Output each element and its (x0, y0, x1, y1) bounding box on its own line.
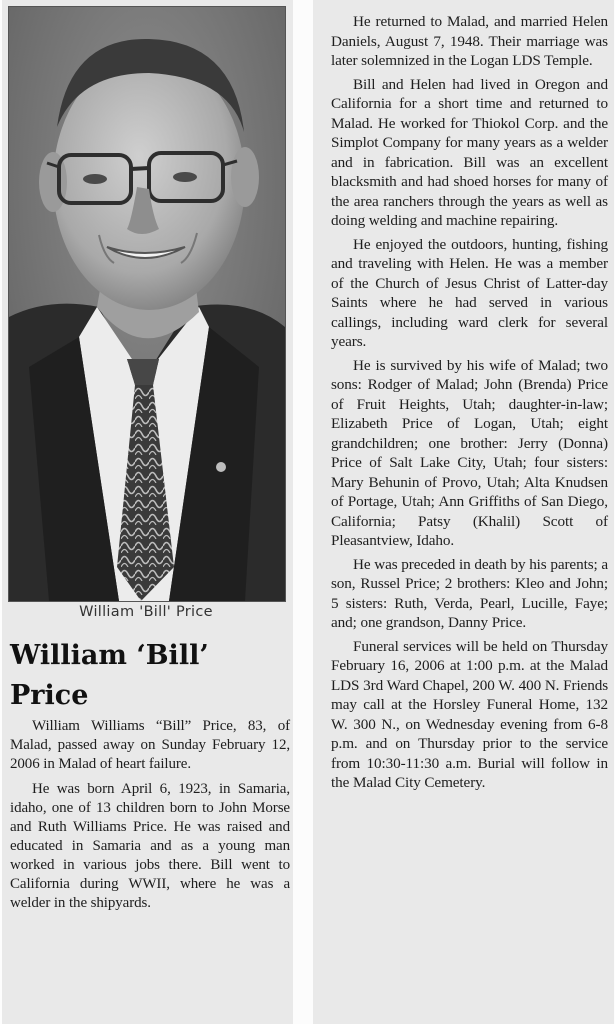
right-column (313, 0, 614, 1024)
portrait-photo (8, 6, 286, 602)
paragraph-career: Bill and Helen had lived in Oregon and California for a short time and returned to Malad. He worked for Thiokol Corp. and the Simplot Company for many years as a welder and in fabrication. Bill was an excellent blacksmith and had shoed horses for many of the area ranchers through the years as well as doing welding and machine repairing. (331, 75, 608, 229)
column-gutter (293, 0, 313, 1024)
paragraph-survivors: He is survived by his wife of Malad; two sons: Rodger of Malad; John (Brenda) Price of Fruit Heights, Utah; daughter-in-law; Elizabeth Price of Logan, Utah; eight grandchildren; one brother: Jerry (Donna) Price of Salt Lake City, Utah; four sisters: Mary Behunin of Provo, Utah; Alta Knudsen of Portage, Utah; Ann Griffiths of San Diego, California; Patsy (Khalil) Scott of Pleasantview, Idaho. (331, 356, 608, 549)
paragraph-early-life: He was born April 6, 1923, in Samaria, idaho, one of 13 children born to John Morse and Ruth Williams Price. He was raised and educated in Samaria and as a young man worked in various jobs there. Bill went to California during WWII, where he was a welder in the shipyards. (10, 781, 290, 911)
obituary-headline: William ‘Bill’ Price (10, 640, 209, 711)
left-body-text (10, 717, 290, 919)
paragraph-services: Funeral services will be held on Thursday February 16, 2006 at 1:00 p.m. at the Malad LDS 3rd Ward Chapel, 200 W. 400 N. Friends may call at the Horsley Funeral Home, 132 W. 300 N., on Wednesday evening from 6-8 p.m. and on Thursday prior to the service from 10:30-11:30 a.m. Burial will follow in the Malad City Cemetery. (331, 637, 608, 791)
portrait-illustration (9, 7, 285, 601)
paragraph-death-notice: William Williams “Bill” Price, 83, of Malad, passed away on Sunday February 12, 2006 in Malad of heart failure. (10, 718, 290, 772)
paragraph-preceded: He was preceded in death by his parents; a son, Russel Price; 2 brothers: Kleo and John; 5 sisters: Ruth, Verda, Pearl, Lucille, Faye; and; one grandson, Danny Price. (331, 555, 608, 631)
paragraph-marriage: He returned to Malad, and married Helen Daniels, August 7, 1948. Their marriage was later solemnized in the Logan LDS Temple. (331, 13, 608, 69)
photo-caption: William 'Bill' Price (79, 604, 213, 620)
paragraph-hobbies: He enjoyed the outdoors, hunting, fishing and traveling with Helen. He was a member of the Church of Jesus Christ of Latter-day Saints where he had served in various callings, including ward clerk for several years. (331, 235, 608, 350)
